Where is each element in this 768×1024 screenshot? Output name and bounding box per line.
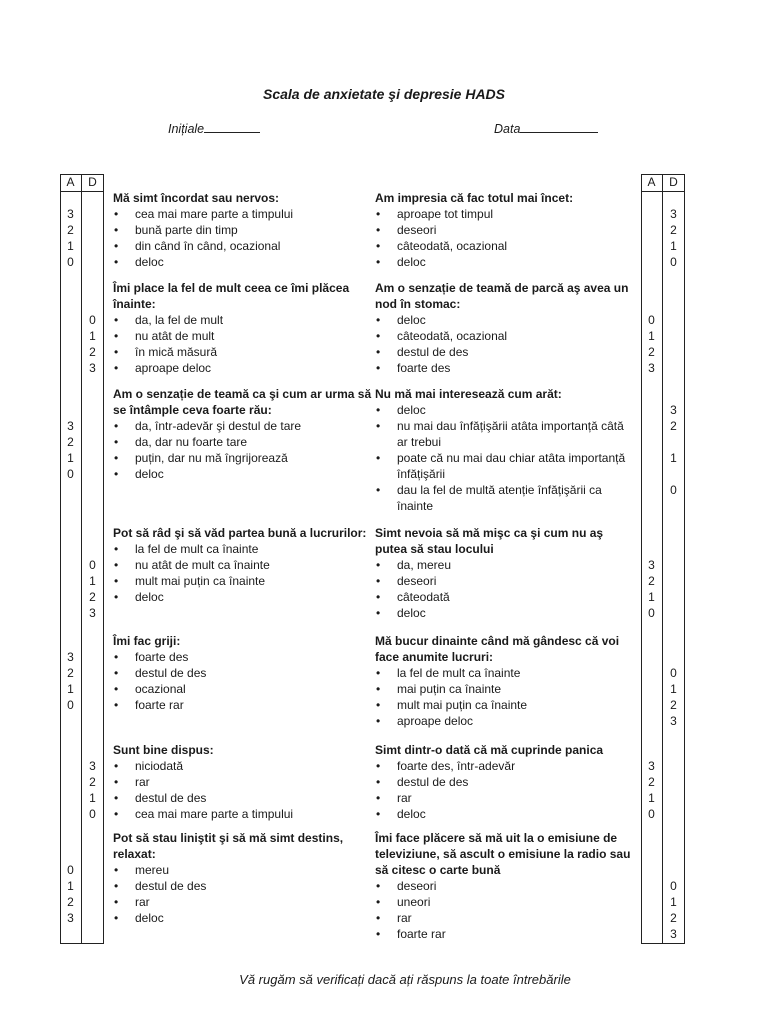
- score-a: 3: [648, 759, 655, 773]
- column-label-d: D: [88, 175, 97, 189]
- answer-option[interactable]: • deloc: [375, 402, 635, 418]
- answer-options: [375, 665, 635, 729]
- score-a: 2: [648, 345, 655, 359]
- score-d: 2: [89, 345, 96, 359]
- answer-option[interactable]: • bună parte din timp: [113, 222, 373, 238]
- score-d: 1: [670, 895, 677, 909]
- answer-option[interactable]: • niciodată: [113, 758, 373, 774]
- question-left-5: [113, 633, 373, 713]
- score-a: 3: [67, 911, 74, 925]
- question-text: Mă simt încordat sau nervos:: [113, 191, 280, 205]
- answer-options: [375, 402, 635, 514]
- answer-option[interactable]: • foarte rar: [113, 697, 373, 713]
- score-d: 3: [89, 606, 96, 620]
- answer-options: [113, 206, 373, 270]
- score-a: 0: [67, 863, 74, 877]
- score-d: 2: [89, 590, 96, 604]
- answer-option[interactable]: • dau la fel de multă atenție înfățişării ca înainte: [375, 482, 635, 514]
- score-d: 1: [89, 791, 96, 805]
- answer-option[interactable]: • da, dar nu foarte tare: [113, 434, 373, 450]
- answer-option[interactable]: • nu atât de mult: [113, 328, 373, 344]
- question-text: Mă bucur dinainte când mă gândesc că voi face anumite lucruri:: [375, 634, 620, 664]
- answer-options: [375, 878, 635, 942]
- score-d: 0: [670, 483, 677, 497]
- answer-option[interactable]: • foarte des, într-adevăr: [375, 758, 635, 774]
- answer-option[interactable]: • câteodată, ocazional: [375, 328, 635, 344]
- answer-option[interactable]: • da, mereu: [375, 557, 635, 573]
- question-text: Simt dintr-o dată că mă cuprinde panica: [375, 743, 604, 757]
- data-blank-line: [520, 120, 598, 133]
- grid-header-line: [641, 191, 685, 192]
- grid-column-divider: [662, 174, 663, 944]
- answer-option[interactable]: • mult mai puțin ca înainte: [113, 573, 373, 589]
- score-d: 3: [670, 403, 677, 417]
- answer-option[interactable]: • deloc: [113, 466, 373, 482]
- question-text: Pot să stau liniştit şi să mă simt destins, relaxat:: [113, 831, 344, 861]
- answer-option[interactable]: • uneori: [375, 894, 635, 910]
- data-label: Data: [494, 122, 521, 136]
- question-text: Am o senzație de teamă de parcă aş avea un nod în stomac:: [375, 281, 629, 311]
- score-a: 0: [648, 807, 655, 821]
- answer-option[interactable]: • cea mai mare parte a timpului: [113, 206, 373, 222]
- score-a: 2: [67, 435, 74, 449]
- answer-option[interactable]: • puțin, dar nu mă îngrijorează: [113, 450, 373, 466]
- answer-options: [113, 418, 373, 482]
- score-a: 3: [67, 207, 74, 221]
- score-a: 2: [67, 666, 74, 680]
- answer-option[interactable]: • foarte rar: [375, 926, 635, 942]
- column-label-a: A: [66, 175, 75, 189]
- question-right-6: [375, 742, 635, 822]
- score-a: 3: [648, 361, 655, 375]
- answer-options: [113, 758, 373, 822]
- answer-option[interactable]: • câteodată, ocazional: [375, 238, 635, 254]
- score-a: 0: [648, 313, 655, 327]
- question-text: Sunt bine dispus:: [113, 743, 214, 757]
- answer-option[interactable]: • foarte des: [113, 649, 373, 665]
- answer-option[interactable]: • deloc: [375, 254, 635, 270]
- score-d: 2: [670, 223, 677, 237]
- score-d: 1: [670, 682, 677, 696]
- question-left-7: [113, 830, 373, 926]
- answer-option[interactable]: • deloc: [113, 254, 373, 270]
- column-label-a: A: [647, 175, 656, 189]
- score-d: 0: [89, 558, 96, 572]
- score-d: 2: [670, 698, 677, 712]
- answer-option[interactable]: • în mică măsură: [113, 344, 373, 360]
- footer-note: Vă rugăm să verificați dacă ați răspuns la toate întrebările: [239, 972, 571, 987]
- answer-option[interactable]: • nu mai dau înfățişării atâta importanță câtă ar trebui: [375, 418, 635, 450]
- score-d: 3: [670, 927, 677, 941]
- answer-option[interactable]: • ocazional: [113, 681, 373, 697]
- score-d: 1: [670, 451, 677, 465]
- score-a: 1: [67, 879, 74, 893]
- page-title: Scala de anxietate şi depresie HADS: [263, 86, 505, 102]
- score-a: 3: [648, 558, 655, 572]
- answer-option[interactable]: • din când în când, ocazional: [113, 238, 373, 254]
- score-d: 3: [89, 361, 96, 375]
- score-a: 1: [648, 590, 655, 604]
- question-right-3: [375, 386, 635, 514]
- question-right-7: [375, 830, 635, 942]
- answer-options: [375, 312, 635, 376]
- score-d: 3: [670, 714, 677, 728]
- answer-option[interactable]: • da, la fel de mult: [113, 312, 373, 328]
- answer-option[interactable]: • deloc: [375, 806, 635, 822]
- answer-option[interactable]: • destul de des: [113, 790, 373, 806]
- score-a: 2: [67, 223, 74, 237]
- answer-option[interactable]: • destul de des: [113, 665, 373, 681]
- answer-option[interactable]: • aproape deloc: [113, 360, 373, 376]
- question-text: Îmi fac griji:: [113, 634, 181, 648]
- answer-option[interactable]: • câteodată: [375, 589, 635, 605]
- score-d: 1: [670, 239, 677, 253]
- score-d: 0: [670, 666, 677, 680]
- score-a: 3: [67, 650, 74, 664]
- answer-option[interactable]: • rar: [375, 910, 635, 926]
- answer-option[interactable]: • deseori: [375, 573, 635, 589]
- answer-options: [113, 312, 373, 376]
- answer-option[interactable]: • destul de des: [375, 774, 635, 790]
- question-left-4: [113, 525, 373, 605]
- question-right-4: [375, 525, 635, 621]
- score-a: 1: [67, 451, 74, 465]
- question-right-5: [375, 633, 635, 729]
- answer-options: [375, 758, 635, 822]
- answer-option[interactable]: • da, într-adevăr şi destul de tare: [113, 418, 373, 434]
- answer-option[interactable]: • deloc: [375, 605, 635, 621]
- score-d: 1: [89, 574, 96, 588]
- answer-option[interactable]: • rar: [113, 774, 373, 790]
- data-field[interactable]: [494, 120, 598, 136]
- initiale-blank-line: [204, 120, 260, 133]
- question-text: Nu mă mai interesează cum arăt:: [375, 387, 562, 401]
- score-d: 0: [89, 807, 96, 821]
- score-a: 3: [67, 419, 74, 433]
- score-a: 0: [67, 698, 74, 712]
- question-text: Simt nevoia să mă mişc ca şi cum nu aş putea să stau locului: [375, 526, 604, 556]
- answer-option[interactable]: • la fel de mult ca înainte: [113, 541, 373, 557]
- answer-option[interactable]: • deseori: [375, 878, 635, 894]
- column-label-d: D: [669, 175, 678, 189]
- answer-option[interactable]: • mai puțin ca înainte: [375, 681, 635, 697]
- score-a: 1: [648, 329, 655, 343]
- answer-option[interactable]: • cea mai mare parte a timpului: [113, 806, 373, 822]
- question-text: Îmi face plăcere să mă uit la o emisiune de televiziune, să ascult o emisiune la radio sau să citesc o carte bună: [375, 831, 631, 877]
- answer-options: [113, 541, 373, 605]
- question-left-6: [113, 742, 373, 822]
- answer-options: [113, 649, 373, 713]
- initiale-field[interactable]: [168, 120, 260, 136]
- answer-option[interactable]: • rar: [113, 894, 373, 910]
- answer-option[interactable]: • deseori: [375, 222, 635, 238]
- score-a: 0: [67, 255, 74, 269]
- initiale-label: Inițiale: [168, 122, 205, 136]
- score-a: 1: [67, 239, 74, 253]
- answer-option[interactable]: • nu atât de mult ca înainte: [113, 557, 373, 573]
- answer-option[interactable]: • deloc: [113, 589, 373, 605]
- question-text: Am impresia că fac totul mai încet:: [375, 191, 574, 205]
- score-d: 0: [670, 255, 677, 269]
- score-d: 2: [89, 775, 96, 789]
- question-left-1: [113, 190, 373, 270]
- score-a: 1: [648, 791, 655, 805]
- grid-header-line: [60, 191, 104, 192]
- score-d: 3: [670, 207, 677, 221]
- score-a: 1: [67, 682, 74, 696]
- answer-option[interactable]: • mult mai puțin ca înainte: [375, 697, 635, 713]
- answer-option[interactable]: • destul de des: [375, 344, 635, 360]
- score-a: 2: [648, 574, 655, 588]
- score-d: 2: [670, 419, 677, 433]
- score-a: 0: [67, 467, 74, 481]
- answer-option[interactable]: • deloc: [113, 910, 373, 926]
- question-left-3: [113, 386, 373, 482]
- question-right-2: [375, 280, 635, 376]
- answer-option[interactable]: • mereu: [113, 862, 373, 878]
- score-a: 0: [648, 606, 655, 620]
- answer-option[interactable]: • la fel de mult ca înainte: [375, 665, 635, 681]
- question-right-1: [375, 190, 635, 270]
- answer-options: [375, 206, 635, 270]
- score-d: 0: [670, 879, 677, 893]
- score-d: 3: [89, 759, 96, 773]
- answer-option[interactable]: • deloc: [375, 312, 635, 328]
- answer-options: [375, 557, 635, 621]
- answer-option[interactable]: • foarte des: [375, 360, 635, 376]
- score-d: 0: [89, 313, 96, 327]
- score-a: 2: [648, 775, 655, 789]
- question-text: Am o senzație de teamă ca şi cum ar urma să se întâmple ceva foarte rău:: [113, 387, 372, 417]
- question-left-2: [113, 280, 373, 376]
- score-d: 2: [670, 911, 677, 925]
- score-a: 2: [67, 895, 74, 909]
- answer-options: [113, 862, 373, 926]
- question-text: Îmi place la fel de mult ceea ce îmi plăcea înainte:: [113, 281, 350, 311]
- answer-option[interactable]: • poate că nu mai dau chiar atâta importanță înfățişării: [375, 450, 635, 482]
- question-text: Pot să râd şi să văd partea bună a lucrurilor:: [113, 526, 367, 540]
- answer-option[interactable]: • aproape deloc: [375, 713, 635, 729]
- answer-option[interactable]: • aproape tot timpul: [375, 206, 635, 222]
- answer-option[interactable]: • rar: [375, 790, 635, 806]
- answer-option[interactable]: • destul de des: [113, 878, 373, 894]
- score-d: 1: [89, 329, 96, 343]
